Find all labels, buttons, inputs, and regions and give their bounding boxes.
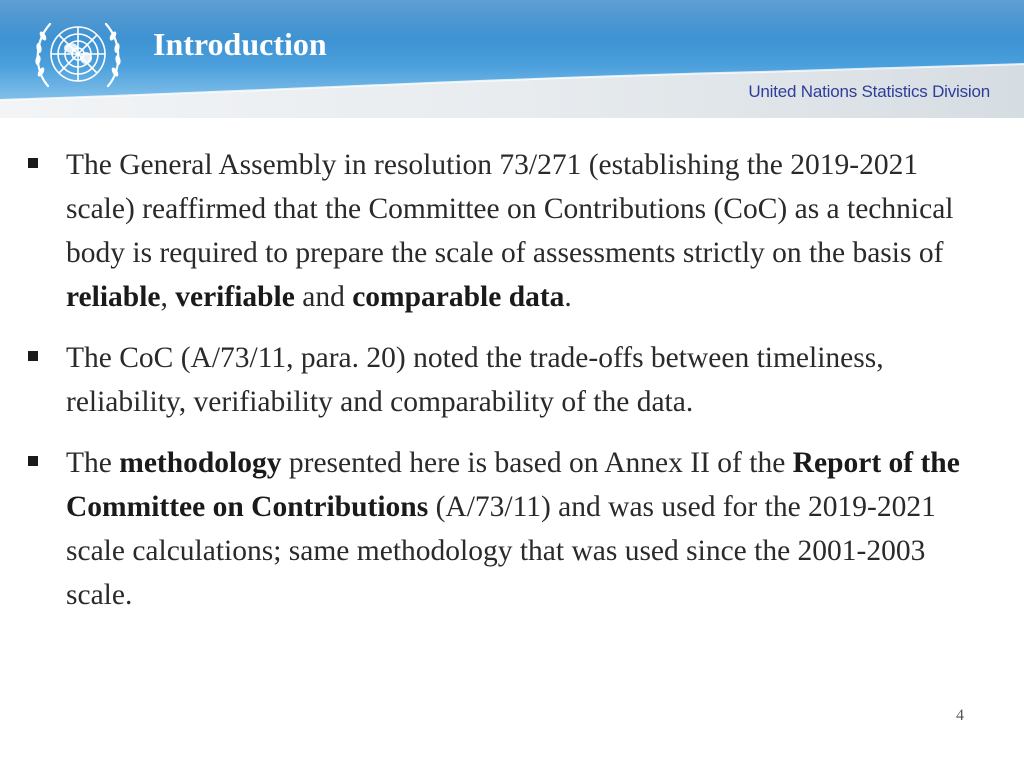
header-banner xyxy=(0,0,1024,118)
bullet-bold-segment: comparable data xyxy=(352,281,565,313)
bullet-text-segment: The CoC (A/73/11, para. 20) noted the trade-offs between timeliness, reliability, verifiability and comparability of the data. xyxy=(66,342,884,418)
bullet-bold-segment: verifiable xyxy=(175,281,295,313)
bullet-text-segment: presented here is based on Annex II of the xyxy=(281,447,793,479)
bullet-bold-segment: methodology xyxy=(119,447,282,479)
bullet-bold-segment: Report of the Committee on Contributions xyxy=(66,447,960,523)
square-bullet-icon xyxy=(28,158,38,168)
bullet-item xyxy=(28,143,988,319)
square-bullet-icon xyxy=(28,351,38,361)
bullet-text-segment: , xyxy=(160,281,176,313)
bullet-text-segment: The xyxy=(66,447,120,479)
bullet-text-segment: The General Assembly in resolution 73/271 (establishing the 2019-2021 scale) reaffirmed that the Committee on Contributions (CoC) as a technical body is required to prepare the scale of assessments strictly on the basis of xyxy=(66,149,954,269)
bullet-text-segment: . xyxy=(564,281,572,313)
un-emblem-icon xyxy=(24,8,132,104)
bullet-text-segment: and xyxy=(294,281,353,313)
slide-title: Introduction xyxy=(153,26,327,62)
page-number: 4 xyxy=(956,707,964,724)
bullet-list xyxy=(28,143,988,634)
bullet-text-segment: (A/73/11) and was used for the 2019-2021 scale calculations; same methodology that was used since the 2001-2003 scale. xyxy=(66,491,936,611)
square-bullet-icon xyxy=(28,456,38,466)
bullet-bold-segment: reliable xyxy=(66,281,161,313)
organization-name: United Nations Statistics Division xyxy=(748,82,990,101)
bullet-item xyxy=(28,441,988,617)
bullet-item xyxy=(28,336,988,424)
